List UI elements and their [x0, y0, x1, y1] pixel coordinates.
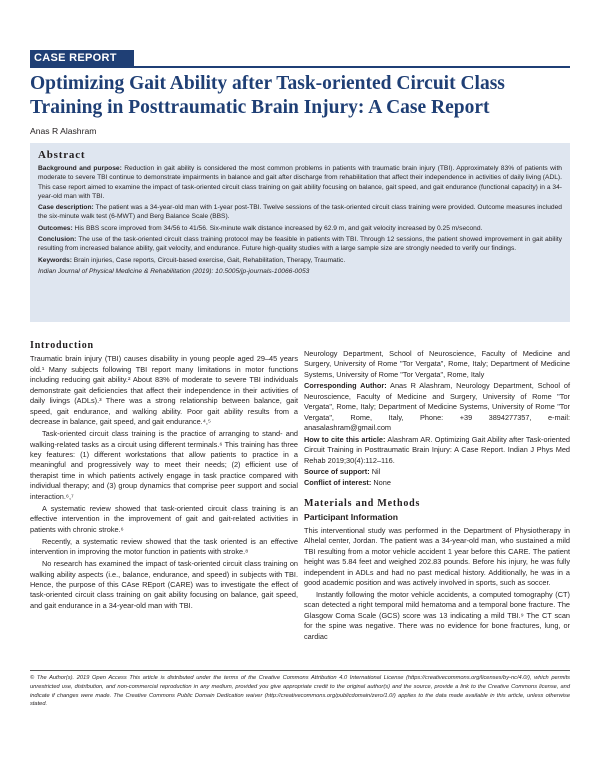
right-column	[304, 349, 570, 644]
intro-paragraph: A systematic review showed that task-oriented circuit class training is an effective intervention in the improvement of gait and gait-related activities in patients with chronic stroke.⁶	[30, 503, 298, 534]
affiliation-department: Neurology Department, School of Neuroscience, Faculty of Medicine and Surgery, University of Rome "Tor Vergata", Rome, Italy; Department of Medicine Systems, University of Rome "Tor Vergata", Rome, Italy	[304, 349, 570, 379]
abstract-keywords: Keywords: Brain injuries, Case reports, Circuit-based exercise, Gait, Rehabilitation, Therapy, Traumatic.	[38, 256, 346, 264]
corresponding-author: Corresponding Author: Anas R Alashram, Neurology Department, School of Neuroscience, Faculty of Medicine and Surgery, University of Rome "Tor Vergata", Rome, Italy; Department of Medicine Systems, University of Rome "Tor Vergata", Rome, Italy, Phone: +39 3894277357, e-mail: anasalashram@gmail.com	[304, 381, 570, 433]
methods-heading: Materials and Methods	[304, 497, 421, 509]
how-to-cite: How to cite this article: Alashram AR. Optimizing Gait Ability after Task-oriented Circuit Training in Posttraumatic Brain Injury: A Case Report. Indian J Phys Med Rehab 2019;30(4):112–116.	[304, 434, 571, 465]
source-of-support: Source of support: Nil	[304, 466, 381, 476]
article-title: Optimizing Gait Ability after Task-oriented Circuit Class Training in Posttraumatic Brain Injury: A Case Report	[30, 73, 505, 118]
abstract-outcomes: Outcomes: His BBS score improved from 34/56 to 41/56. Six-minute walk distance increased by 62.9 m, and gait velocity increased by 0.25 m/second.	[38, 224, 483, 232]
methods-paragraph: Instantly following the motor vehicle accidents, a computed tomography (CT) scan detected a right temporal mild hematoma and a temporal bone fracture. The Glasgow Coma Scale (GCS) score was 13 indicating a mild TBI.⁹ The CT scan for the spine was negative. There was no evidence for bone fractures, lung, or cardiac	[304, 590, 570, 641]
footnote-rule	[30, 670, 570, 671]
license-footnote: © The Author(s). 2019 Open Access This article is distributed under the terms of the Creative Commons Attribution 4.0 International License (https://creativecommons.org/licenses/by-nc/4.0/), which permits unrestricted use, distribution, and non-commercial reproduction in any medium, provided you give appropriate credit to the original author(s) and the source, provide a link to the Creative Commons license, and indicate if changes were made. The Creative Commons Public Domain Dedication waiver (http://creativecommons.org/publicdomain/zero/1.0/) applies to the data made available in this article, unless otherwise stated.	[30, 675, 570, 708]
intro-paragraph: Traumatic brain injury (TBI) causes disability in young people aged 29–45 years old.¹ Many subjects following TBI report many limitations in motor functions including reducing gait ability.² About 83% of moderate to severe TBI individuals demonstrate gait deficiencies that affect their independence in their activities of daily livings (ADLs).³ There was a strong relationship between balance, gait speed, gait endurance, and walking ability. Poor gait ability results from a decrease in balance, gait speed, and gait endurance.⁴,⁵	[30, 354, 298, 427]
abstract-heading: Abstract	[38, 149, 86, 161]
abstract-conclusion: Conclusion: The use of the task-oriented circuit class training protocol may be feasible in patients with TBI. Through 12 sessions, the patient showed improvement in gait ability resulting from increased balance ability, gait velocity, and endurance. Future high-quality studies with a large sample size are strongly needed to verify our findings.	[38, 236, 562, 253]
journal-citation: Indian Journal of Physical Medicine & Rehabilitation (2019): 10.5005/jp-journals-10066-0053	[38, 267, 310, 275]
intro-paragraph: No research has examined the impact of task-oriented circuit class training on walking ability aspects (i.e., balance, endurance, and speed) in subjects with TBI. Hence, the purpose of this CAse REport (CARE) was to investigate the effect of task-oriented circuit class training on gait ability focusing on balance, gait speed, and gait endurance in a 34-year-old man with TBI.	[30, 559, 298, 610]
abstract-case-description: Case description: The patient was a 34-year-old man with 1-year post-TBI. Twelve sessions of the task-oriented circuit class training were provided. Outcome measures included the six-minute walk test (6-MWT) and Berg Balance Scale (BBS).	[38, 204, 562, 221]
author-name: Anas R Alashram	[30, 126, 97, 136]
intro-paragraph: Recently, a systematic review showed that the task oriented is an effective intervention in improving the motor function in patients with stroke.⁸	[30, 536, 298, 557]
participant-info-subheading: Participant Information	[304, 512, 399, 523]
article-type-banner: CASE REPORT	[30, 50, 134, 66]
conflict-of-interest: Conflict of interest: None	[304, 478, 391, 488]
abstract-background: Background and purpose: Reduction in gait ability is considered the most common problems in patients with traumatic brain injury (TBI). Approximately 83% of patients with moderate to severe TBI continue to demonstrate impairments in balance and gait after discharge from rehabilitation that affect their independence in activities of daily living (ADL). This case report aimed to examine the impact of task-oriented circuit class training on gait ability focusing on balance, gait speed, and gait endurance (functional capacity) in a 34-year-old man with TBI.	[38, 165, 562, 200]
abstract-box	[30, 143, 570, 322]
methods-paragraph: This interventional study was performed in the Department of Physiotherapy in Alhelal center, Jordan. The patient was a 34-year-old man, who sustained a mild TBI resulting from a motor vehicle accident 1 year before this CARE. The patient height was 5.84 feet and weighed 202.83 pounds. Before his injury, he was fully independent in ADLs and had no past medical history. Additionally, he was in a good academic position and was actively involved in sports, such as soccer.	[304, 525, 570, 588]
banner-rule	[30, 66, 570, 68]
intro-paragraph: Task-oriented circuit class training is the practice of arranging to stand- and walking-related tasks as a circuit using different terminals.⁶ This training has three key features: (1) different workstations that allow patients to practice in a meaningful and progressively way to meet their needs; (2) efficient use of therapist time in which patients actively engage in task practice compared with individual therapy; and (3) group dynamics that comprise peer support and social interaction.⁶,⁷	[30, 429, 298, 501]
introduction-heading: Introduction	[30, 340, 94, 351]
left-column	[30, 341, 298, 613]
